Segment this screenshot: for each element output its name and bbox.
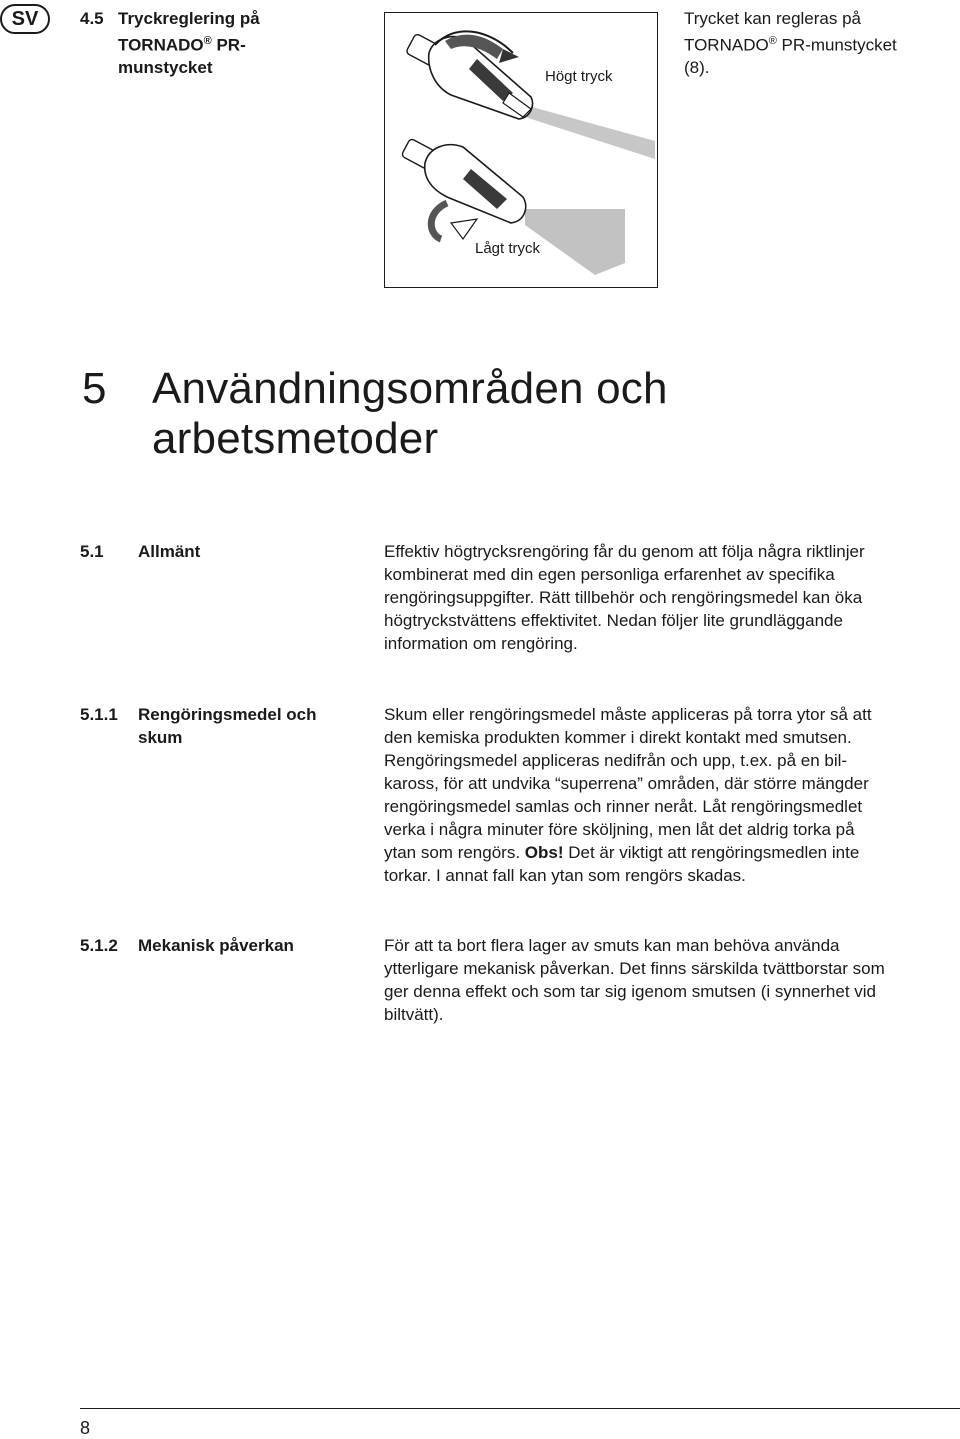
- section-body: [384, 703, 954, 887]
- body-line: verka i några minuter före sköljning, men låt det aldrig torka på: [384, 820, 855, 839]
- body-line: kombinerat med din egen personliga erfarenhet av specifika: [384, 565, 835, 584]
- section-4-5-body: [684, 8, 944, 79]
- section-body: [384, 540, 954, 655]
- body-line: den kemiska produkten kommer i direkt kontakt med smutsen.: [384, 728, 852, 747]
- section-body: [384, 934, 954, 1026]
- section-number: 5.1.2: [80, 936, 118, 955]
- registered-mark: ®: [203, 35, 212, 47]
- section-title: Mekanisk påverkan: [138, 936, 294, 955]
- section-title: [138, 703, 368, 749]
- section-title-line1: Rengöringsmedel och: [138, 705, 317, 724]
- page-number: 8: [80, 1418, 91, 1438]
- body-line: För att ta bort flera lager av smuts kan man behöva använda: [384, 936, 840, 955]
- section-number: 5.1: [80, 542, 104, 561]
- chapter-title-line1: Användningsområden och: [152, 364, 668, 413]
- body-line: högtryckstvättens effektivitet. Nedan följer lite grundläggande: [384, 611, 843, 630]
- brand-name: TORNADO: [118, 35, 204, 55]
- section-number: 5.1.1: [80, 705, 118, 724]
- body-line: information om rengöring.: [384, 634, 578, 653]
- body-line: (8).: [684, 57, 710, 77]
- body-line: ger denna effekt och som tar sig igenom smutsen (i synnerhet vid: [384, 982, 876, 1001]
- body-line: Rengöringsmedel appliceras nedifrån och upp, t.ex. på en bil-: [384, 751, 848, 770]
- language-badge: SV: [0, 4, 50, 34]
- high-pressure-label: Högt tryck: [545, 68, 613, 85]
- body-line: [384, 841, 954, 864]
- section-title-line2: skum: [138, 728, 183, 747]
- body-line: torkar. I annat fall kan ytan som rengörs skadas.: [384, 866, 746, 885]
- body-line: biltvätt).: [384, 1005, 444, 1024]
- section-title-suffix: PR-: [211, 35, 246, 55]
- warning-emphasis: Obs!: [524, 843, 564, 862]
- section-title: Allmänt: [138, 542, 201, 561]
- registered-mark: ®: [768, 35, 777, 47]
- body-line: Skum eller rengöringsmedel måste appliceras på torra ytor så att: [384, 705, 872, 724]
- body-line-rest: PR-munstycket: [776, 35, 897, 55]
- footer-divider: [80, 1408, 960, 1409]
- section-number: 4.5: [80, 9, 104, 28]
- body-text-run: Det är viktigt att rengöringsmedlen inte: [563, 843, 860, 862]
- nozzle-pressure-illustration: [384, 12, 658, 288]
- brand-name: TORNADO: [684, 35, 769, 55]
- high-pressure-nozzle: [406, 31, 655, 159]
- body-line: rengöringsmedel samlas och rinner neråt. Låt rengöringsmedlet: [384, 797, 863, 816]
- chapter-title-line2: arbetsmetoder: [152, 414, 439, 463]
- body-line: Effektiv högtrycksrengöring får du genom att följa några riktlinjer: [384, 542, 865, 561]
- body-line: ytterligare mekanisk påverkan. Det finns särskilda tvättborstar som: [384, 959, 885, 978]
- body-line: kaross, för att undvika “superrena” områden, där större mängder: [384, 774, 869, 793]
- body-line: Trycket kan regleras på: [684, 9, 861, 28]
- body-text-run: ytan som rengörs.: [384, 843, 525, 862]
- section-title-line3: munstycket: [118, 57, 213, 77]
- section-4-5-heading: [80, 8, 310, 79]
- section-title-line1: Tryckreglering på: [118, 9, 260, 28]
- body-line: rengöringsuppgifter. Rätt tillbehör och rengöringsmedel kan öka: [384, 588, 863, 607]
- chapter-number: 5: [82, 364, 107, 413]
- low-pressure-label: Lågt tryck: [475, 240, 541, 257]
